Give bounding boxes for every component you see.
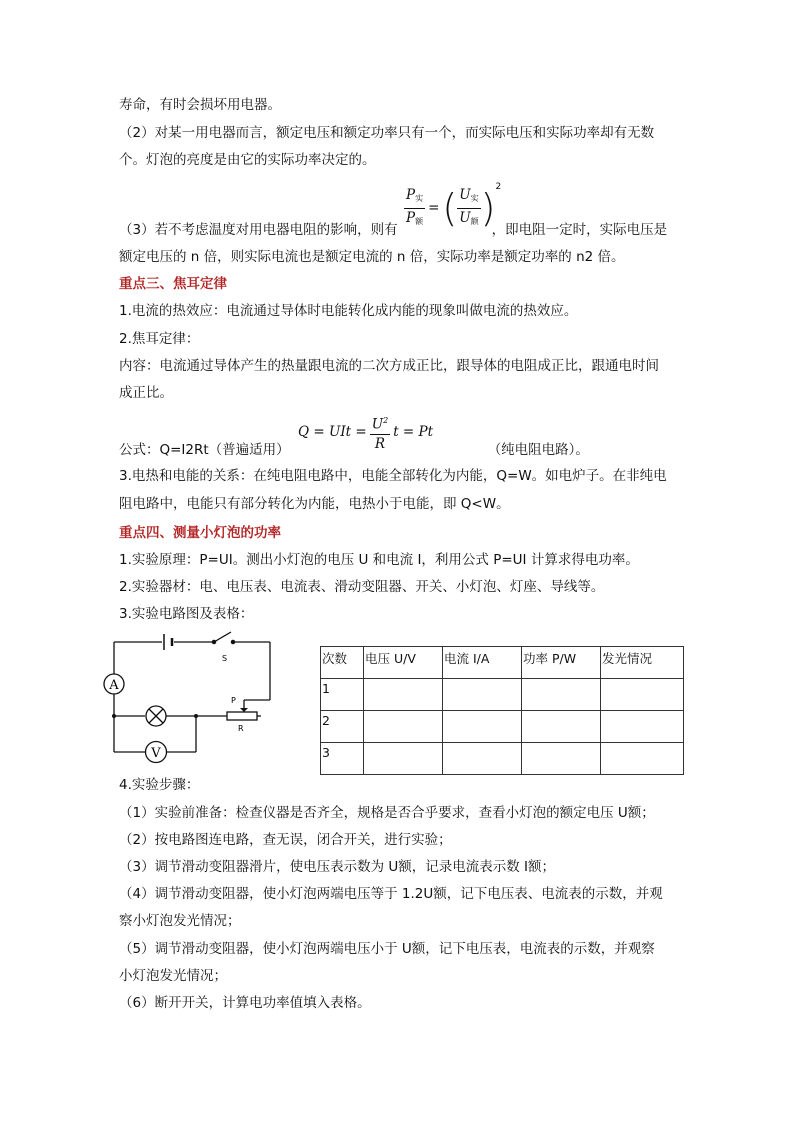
slider-label: P (231, 696, 236, 705)
paragraph-p3b: 额定电压的 n 倍，则实际电流也是额定电流的 n 倍，实际功率是额定功率的 n2 倍。 (119, 249, 625, 265)
paragraph-j3a: 内容：电流通过导体产生的热量跟电流的二次方成正比，跟导体的电阻成正比，跟通电时间 (119, 358, 659, 374)
table-cell (364, 711, 443, 743)
paragraph-p1: 寿命，有时会损坏用电器。 (119, 97, 281, 113)
step-4a: （4）调节滑动变阻器，使小灯泡两端电压等于 1.2U额，记下电压表、电流表的示数，并观 (119, 886, 663, 902)
table-cell (601, 711, 684, 743)
header-trial: 次数 (321, 647, 364, 679)
paragraph-j3b: 成正比。 (119, 385, 173, 401)
resistor-label: R (238, 724, 244, 733)
table-cell (364, 679, 443, 711)
paragraph-p2b: 个。灯泡的亮度是由它的实际功率决定的。 (119, 152, 376, 168)
step-2: （2）按电路图连电路，查无误，闭合开关，进行实验； (119, 832, 452, 848)
paragraph-k2: 2.实验器材：电、电压表、电流表、滑动变阻器、开关、小灯泡、灯座、导线等。 (119, 579, 605, 595)
paragraph-j5b: 阻电路中，电能只有部分转化为内能，电热小于电能，即 Q<W。 (119, 496, 510, 512)
formula-power-ratio: $\frac{P_实}{P_额}$ = ( $\frac{U_实}{U_额}$ ) 2 (406, 182, 502, 230)
formula-heat: Q = UIt = $\frac{U^2}{R}$ t = Pt (298, 412, 433, 453)
paragraph-k1: 1.实验原理：P=UI。测出小灯泡的电压 U 和电流 I，利用公式 P=UI 计算求得电功率。 (119, 552, 639, 568)
step-6: （6）断开开关，计算电功率值填入表格。 (119, 995, 371, 1011)
paragraph-j4: 公式：Q=I2Rt（普遍适用） （纯电阻电路）。 (119, 442, 589, 458)
paragraph-k4: 4.实验步骤： (119, 777, 200, 793)
table-cell (443, 711, 522, 743)
table-cell (601, 679, 684, 711)
table-row (321, 711, 684, 743)
heading-measure-power: 重点四、测量小灯泡的功率 (119, 525, 281, 541)
header-current: 电流 I/A (443, 647, 522, 679)
switch-label: S (222, 654, 228, 663)
header-voltage: 电压 U/V (364, 647, 443, 679)
step-5b: 小灯泡发光情况； (119, 968, 227, 984)
heading-joule-law: 重点三、焦耳定律 (119, 276, 227, 292)
paragraph-k3: 3.实验电路图及表格： (119, 606, 254, 622)
table-cell (364, 743, 443, 775)
table-cell (522, 679, 601, 711)
step-1: （1）实验前准备：检查仪器是否齐全，规格是否合乎要求，查看小灯泡的额定电压 U额； (119, 805, 655, 821)
table-cell (601, 743, 684, 775)
table-cell (522, 711, 601, 743)
header-brightness: 发光情况 (601, 647, 684, 679)
paragraph-p2a: （2）对某一用电器而言，额定电压和额定功率只有一个，而实际电压和实际功率却有无数 (119, 125, 655, 141)
table-cell: 1 (321, 679, 364, 711)
table-row (321, 743, 684, 775)
measurement-table (320, 646, 684, 775)
table-cell: 2 (321, 711, 364, 743)
paragraph-j5a: 3.电热和电能的关系：在纯电阻电路中，电能全部转化为内能，Q=W。如电炉子。在非纯电 (119, 468, 667, 484)
circuit-diagram (100, 628, 280, 768)
voltmeter-label: V (151, 746, 161, 761)
header-power: 功率 P/W (522, 647, 601, 679)
step-3: （3）调节滑动变阻器滑片，使电压表示数为 U额，记录电流表示数 I额； (119, 859, 556, 875)
step-4b: 察小灯泡发光情况； (119, 913, 241, 929)
table-cell (443, 679, 522, 711)
paragraph-j1: 1.电流的热效应：电流通过导体时电能转化成内能的现象叫做电流的热效应。 (119, 303, 578, 319)
table-cell: 3 (321, 743, 364, 775)
table-cell (522, 743, 601, 775)
step-5a: （5）调节滑动变阻器，使小灯泡两端电压小于 U额，记下电压表，电流表的示数，并观察 (119, 941, 655, 957)
ammeter-label: A (109, 678, 119, 693)
table-row (321, 679, 684, 711)
table-header-row (321, 647, 684, 679)
table-cell (443, 743, 522, 775)
paragraph-j2: 2.焦耳定律： (119, 331, 200, 347)
paragraph-p3a: （3）若不考虑温度对用电器电阻的影响，则有 ，即电阻一定时，实际电压是 (119, 222, 668, 238)
